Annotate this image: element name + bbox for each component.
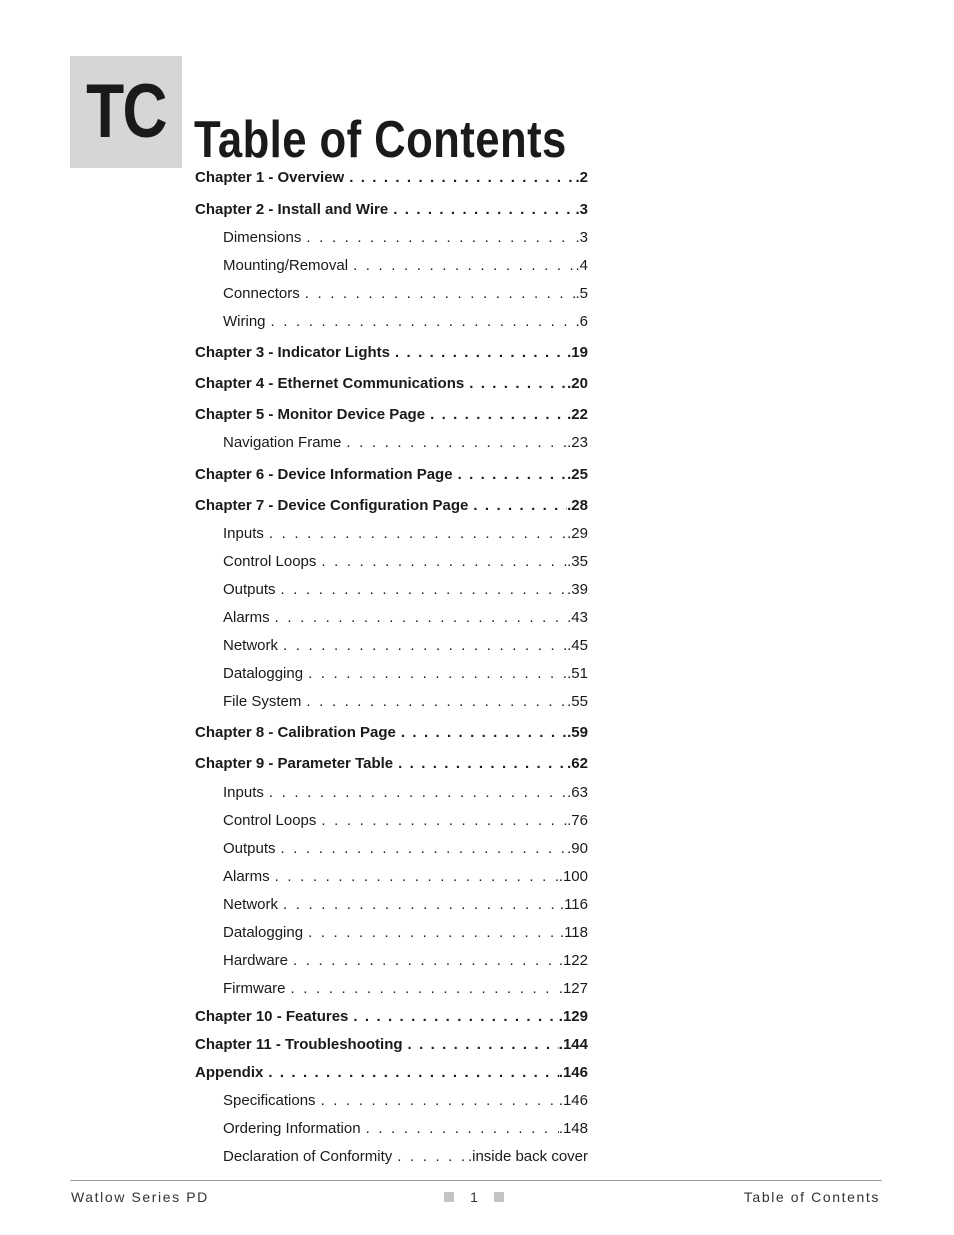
toc-entry-label: Navigation Frame xyxy=(223,434,342,451)
toc-entry-page: .20 xyxy=(567,375,588,392)
toc-chapter-entry[interactable] xyxy=(195,1063,588,1083)
toc-section-entry[interactable] xyxy=(223,433,588,453)
toc-section-entry[interactable] xyxy=(223,1119,588,1139)
toc-entry-page: .4 xyxy=(575,257,588,274)
toc-entry-page: .inside back cover xyxy=(467,1148,588,1165)
footer-divider xyxy=(70,1180,882,1181)
toc-chapter-entry[interactable] xyxy=(195,465,588,485)
toc-entry-label: Inputs xyxy=(223,784,264,801)
toc-entry-label: Chapter 5 - Monitor Device Page xyxy=(195,406,426,423)
toc-dot-leader xyxy=(288,951,559,971)
toc-entry-page: .3 xyxy=(575,201,588,218)
toc-dot-leader xyxy=(392,1147,468,1167)
toc-entry-page: .51 xyxy=(567,665,588,682)
toc-section-entry[interactable] xyxy=(223,979,588,999)
toc-dot-leader xyxy=(264,524,567,544)
toc-chapter-entry[interactable] xyxy=(195,200,588,220)
toc-entry-label: Chapter 9 - Parameter Table xyxy=(195,755,394,772)
toc-entry-label: Specifications xyxy=(223,1092,316,1109)
toc-dot-leader xyxy=(301,228,575,248)
toc-entry-page: .100 xyxy=(558,868,588,885)
toc-chapter-entry[interactable] xyxy=(195,723,588,743)
toc-entry-page: .28 xyxy=(567,497,588,514)
toc-entry-label: Control Loops xyxy=(223,553,317,570)
toc-entry-label: Connectors xyxy=(223,285,300,302)
toc-dot-leader xyxy=(270,867,559,887)
toc-dot-leader xyxy=(303,923,560,943)
toc-section-entry[interactable] xyxy=(223,1147,588,1167)
toc-entry-page: .19 xyxy=(567,344,588,361)
toc-entry-label: Declaration of Conformity xyxy=(223,1148,393,1165)
toc-entry-label: Chapter 11 - Troubleshooting xyxy=(195,1036,403,1053)
toc-entry-label: Chapter 1 - Overview xyxy=(195,169,345,186)
toc-chapter-entry[interactable] xyxy=(195,168,588,188)
toc-dot-leader xyxy=(390,343,567,363)
toc-dot-leader xyxy=(361,1119,559,1139)
toc-entry-label: Firmware xyxy=(223,980,286,997)
toc-entry-label: Chapter 8 - Calibration Page xyxy=(195,724,396,741)
toc-entry-label: Network xyxy=(223,896,279,913)
toc-section-entry[interactable] xyxy=(223,608,588,628)
toc-section-entry[interactable] xyxy=(223,1091,588,1111)
chapter-badge-text: TC xyxy=(86,69,166,154)
toc-chapter-entry[interactable] xyxy=(195,1007,588,1027)
toc-dot-leader xyxy=(453,465,568,485)
toc-section-entry[interactable] xyxy=(223,783,588,803)
footer-page-indicator xyxy=(444,1188,504,1206)
toc-dot-leader xyxy=(278,636,567,656)
toc-section-entry[interactable] xyxy=(223,228,588,248)
toc-dot-leader xyxy=(396,723,567,743)
toc-entry-label: Network xyxy=(223,637,279,654)
toc-entry-page: .55 xyxy=(567,693,588,710)
toc-entry-page: .25 xyxy=(567,466,588,483)
page-title: Table of Contents xyxy=(194,111,567,169)
toc-chapter-entry[interactable] xyxy=(195,405,588,425)
toc-dot-leader xyxy=(264,783,567,803)
toc-section-entry[interactable] xyxy=(223,284,588,304)
toc-dot-leader xyxy=(300,284,576,304)
toc-entry-label: Chapter 7 - Device Configuration Page xyxy=(195,497,469,514)
toc-entry-page: .90 xyxy=(567,840,588,857)
toc-entry-page: .22 xyxy=(567,406,588,423)
toc-dot-leader xyxy=(301,692,567,712)
toc-chapter-entry[interactable] xyxy=(195,374,588,394)
toc-dot-leader xyxy=(316,811,567,831)
toc-dot-leader xyxy=(341,433,567,453)
toc-dot-leader xyxy=(348,256,575,276)
toc-entry-label: Chapter 2 - Install and Wire xyxy=(195,201,389,218)
toc-entry-label: File System xyxy=(223,693,302,710)
toc-entry-label: Alarms xyxy=(223,609,270,626)
toc-entry-page: .63 xyxy=(567,784,588,801)
toc-dot-leader xyxy=(388,200,575,220)
toc-dot-leader xyxy=(348,1007,558,1027)
toc-dot-leader xyxy=(286,979,559,999)
toc-entry-page: .45 xyxy=(567,637,588,654)
toc-dot-leader xyxy=(266,312,576,332)
toc-entry-page: .23 xyxy=(567,434,588,451)
toc-entry-label: Outputs xyxy=(223,840,276,857)
toc-entry-page: .62 xyxy=(567,755,588,772)
toc-entry-page: .122 xyxy=(558,952,588,969)
toc-dot-leader xyxy=(344,168,575,188)
toc-entry-page: .35 xyxy=(567,553,588,570)
toc-entry-page: .127 xyxy=(558,980,588,997)
footer-square-right-icon xyxy=(494,1192,504,1202)
toc-section-entry[interactable] xyxy=(223,811,588,831)
toc-entry-page: .118 xyxy=(559,924,588,941)
toc-section-entry[interactable] xyxy=(223,524,588,544)
toc-entry-label: Outputs xyxy=(223,581,276,598)
toc-section-entry[interactable] xyxy=(223,580,588,600)
toc-entry-label: Hardware xyxy=(223,952,289,969)
toc-entry-label: Chapter 4 - Ethernet Communications xyxy=(195,375,465,392)
toc-chapter-entry[interactable] xyxy=(195,496,588,516)
toc-dot-leader xyxy=(270,608,567,628)
toc-entry-page: .2 xyxy=(575,169,588,186)
toc-dot-leader xyxy=(403,1035,559,1055)
toc-entry-page: .5 xyxy=(575,285,588,302)
toc-dot-leader xyxy=(303,664,567,684)
toc-dot-leader xyxy=(263,1063,558,1083)
toc-entry-page: .146 xyxy=(558,1064,588,1081)
toc-section-entry[interactable] xyxy=(223,867,588,887)
toc-entry-label: Chapter 3 - Indicator Lights xyxy=(195,344,391,361)
footer-section-name: Table of Contents xyxy=(743,1189,880,1205)
toc-dot-leader xyxy=(393,754,567,774)
toc-entry-label: Dimensions xyxy=(223,229,302,246)
toc-dot-leader xyxy=(276,580,568,600)
toc-entry-label: Alarms xyxy=(223,868,270,885)
toc-chapter-entry[interactable] xyxy=(195,754,588,774)
toc-entry-page: .144 xyxy=(558,1036,588,1053)
toc-dot-leader xyxy=(468,496,567,516)
toc-section-entry[interactable] xyxy=(223,923,588,943)
toc-entry-page: .6 xyxy=(575,313,588,330)
toc-section-entry[interactable] xyxy=(223,256,588,276)
toc-section-entry[interactable] xyxy=(223,552,588,572)
toc-chapter-entry[interactable] xyxy=(195,343,588,363)
toc-entry-page: .59 xyxy=(567,724,588,741)
toc-section-entry[interactable] xyxy=(223,839,588,859)
toc-section-entry[interactable] xyxy=(223,312,588,332)
toc-dot-leader xyxy=(316,1091,559,1111)
toc-dot-leader xyxy=(278,895,560,915)
toc-section-entry[interactable] xyxy=(223,895,588,915)
footer-page-number: 1 xyxy=(470,1189,478,1205)
toc-section-entry[interactable] xyxy=(223,664,588,684)
toc-entry-page: .148 xyxy=(558,1120,588,1137)
toc-entry-label: Datalogging xyxy=(223,924,304,941)
toc-entry-page: .3 xyxy=(575,229,588,246)
toc-entry-page: .39 xyxy=(567,581,588,598)
toc-entry-label: Wiring xyxy=(223,313,266,330)
toc-entry-page: .129 xyxy=(558,1008,588,1025)
toc-dot-leader xyxy=(316,552,567,572)
toc-chapter-entry[interactable] xyxy=(195,1035,588,1055)
toc-entry-page: .76 xyxy=(567,812,588,829)
toc-entry-label: Mounting/Removal xyxy=(223,257,349,274)
toc-entry-page: .116 xyxy=(559,896,588,913)
toc-entry-label: Chapter 10 - Features xyxy=(195,1008,349,1025)
toc-entry-label: Chapter 6 - Device Information Page xyxy=(195,466,453,483)
toc-entry-label: Datalogging xyxy=(223,665,304,682)
toc-entry-label: Control Loops xyxy=(223,812,317,829)
toc-entry-label: Appendix xyxy=(195,1064,264,1081)
toc-entry-label: Ordering Information xyxy=(223,1120,361,1137)
toc-dot-leader xyxy=(464,374,567,394)
toc-dot-leader xyxy=(425,405,567,425)
toc-entry-page: .43 xyxy=(567,609,588,626)
toc-entry-page: .146 xyxy=(558,1092,588,1109)
toc-dot-leader xyxy=(276,839,568,859)
toc-section-entry[interactable] xyxy=(223,636,588,656)
toc-section-entry[interactable] xyxy=(223,692,588,712)
footer-square-left-icon xyxy=(444,1192,454,1202)
toc-entry-label: Inputs xyxy=(223,525,264,542)
footer-publication-name: Watlow Series PD xyxy=(71,1189,209,1205)
toc-entry-page: .29 xyxy=(567,525,588,542)
toc-section-entry[interactable] xyxy=(223,951,588,971)
